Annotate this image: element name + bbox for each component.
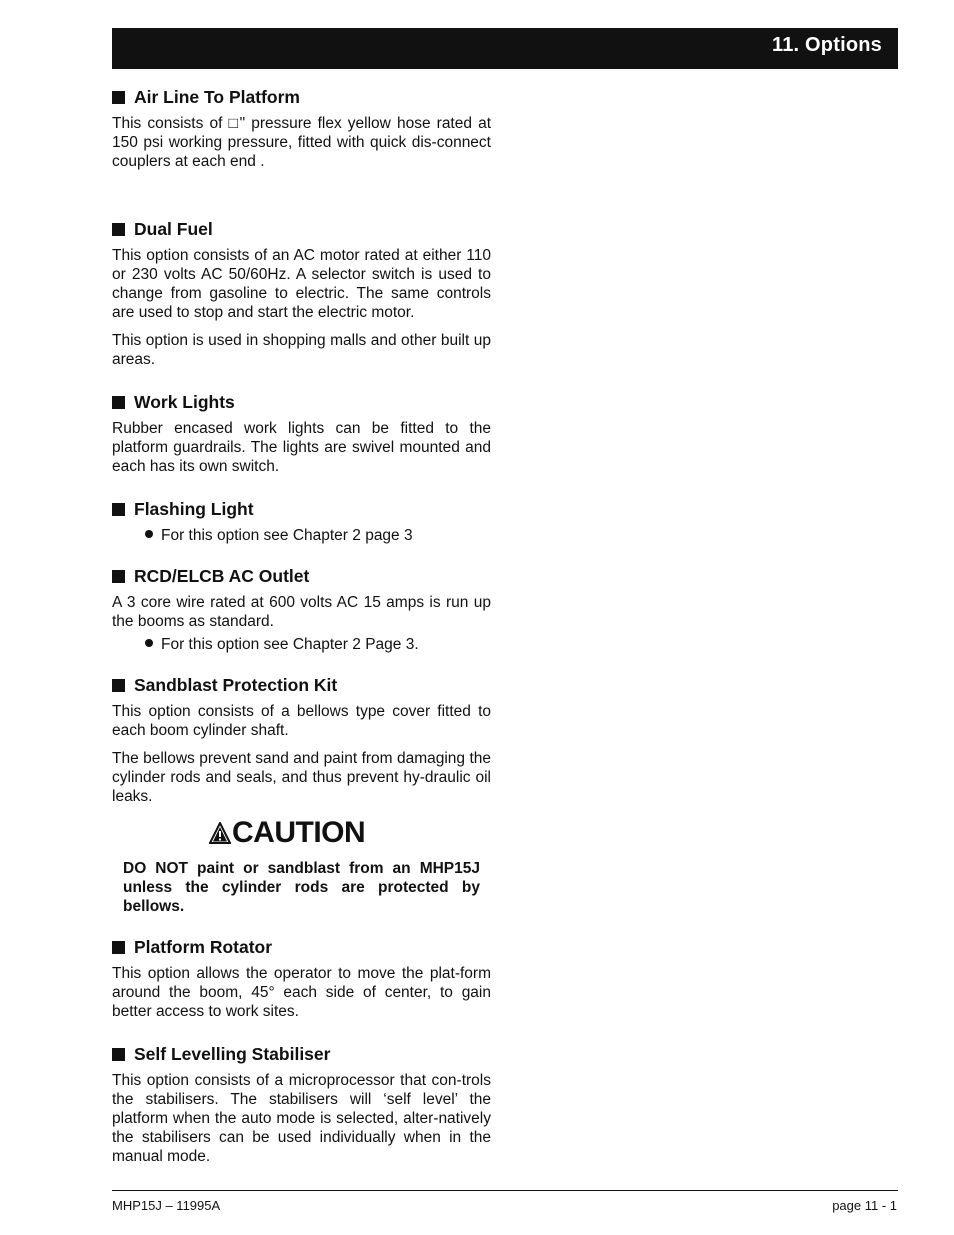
paragraph: This option is used in shopping malls and other built up areas. <box>112 332 491 368</box>
paragraph: This consists of □" pressure flex yellow hose rated at 150 psi working pressure, fitted with quick dis-connect couplers at each end . <box>112 115 491 170</box>
heading-text: Sandblast Protection Kit <box>134 675 338 695</box>
black-square-icon <box>112 503 125 516</box>
section-heading <box>112 86 491 108</box>
spacer <box>112 654 491 674</box>
section-heading <box>112 218 491 240</box>
bullet-item <box>145 526 491 545</box>
section-work-lights <box>112 391 491 476</box>
paragraph: This option consists of a microprocessor that con-trols the stabilisers. The stabilisers will ‘self level’ the platform when the auto mode is selected, alter-natively the stabilisers can be used individually when in the manual mode. <box>112 1072 491 1165</box>
section-dual-fuel <box>112 218 491 369</box>
paragraph: This option consists of a bellows type cover fitted to each boom cylinder shaft. <box>112 703 491 739</box>
black-square-icon <box>112 679 125 692</box>
heading-text: RCD/ELCB AC Outlet <box>134 566 310 586</box>
spacer <box>112 1030 491 1043</box>
spacer <box>112 485 491 498</box>
spacer <box>112 378 491 391</box>
filled-circle-icon <box>145 530 153 538</box>
paragraph: This option allows the operator to move the plat-form around the boom, 45° each side of center, to gain better access to work sites. <box>112 965 491 1020</box>
chapter-title: 11. Options <box>771 34 882 56</box>
section-sandblast <box>112 674 491 806</box>
spacer <box>112 180 491 218</box>
caution-text: DO NOT paint or sandblast from an MHP15J unless the cylinder rods are protected by bellows. <box>123 860 480 915</box>
paragraph: This option consists of an AC motor rated at either 110 or 230 volts AC 50/60Hz. A selector switch is used to change from gasoline to electric. The same controls are used to stop and start the electric motor. <box>112 247 491 321</box>
black-square-icon <box>112 91 125 104</box>
caution-box <box>112 815 491 916</box>
footer-doc-id: MHP15J – 11995A <box>112 1198 221 1213</box>
heading-text: Self Levelling Stabiliser <box>134 1044 331 1064</box>
caution-word: CAUTION <box>232 816 366 849</box>
warning-triangle-icon <box>209 822 231 844</box>
black-square-icon <box>112 941 125 954</box>
caution-heading <box>209 815 491 851</box>
section-heading <box>112 391 491 413</box>
heading-text: Air Line To Platform <box>134 87 300 107</box>
chapter-header-bar <box>112 28 898 69</box>
section-heading <box>112 498 491 520</box>
bullet-item <box>145 635 491 654</box>
section-heading <box>112 565 491 587</box>
heading-text: Platform Rotator <box>134 937 273 957</box>
section-self-levelling <box>112 1043 491 1166</box>
section-air-line <box>112 86 491 171</box>
spacer <box>112 545 491 565</box>
section-platform-rotator <box>112 936 491 1021</box>
black-square-icon <box>112 570 125 583</box>
filled-circle-icon <box>145 639 153 647</box>
bullet-text: For this option see Chapter 2 page 3 <box>161 527 413 544</box>
section-heading <box>112 1043 491 1065</box>
section-rcd-outlet <box>112 565 491 654</box>
heading-text: Flashing Light <box>134 499 254 519</box>
black-square-icon <box>112 396 125 409</box>
section-heading <box>112 936 491 958</box>
black-square-icon <box>112 1048 125 1061</box>
spacer <box>112 916 491 936</box>
main-column <box>112 86 491 1175</box>
section-heading <box>112 674 491 696</box>
paragraph: Rubber encased work lights can be fitted to the platform guardrails. The lights are swivel mounted and each has its own switch. <box>112 420 491 475</box>
heading-text: Dual Fuel <box>134 219 213 239</box>
black-square-icon <box>112 223 125 236</box>
footer-page-number: page 11 - 1 <box>832 1198 897 1213</box>
paragraph: The bellows prevent sand and paint from damaging the cylinder rods and seals, and thus prevent hy-draulic oil leaks. <box>112 750 491 805</box>
footer-rule <box>112 1190 898 1191</box>
bullet-text: For this option see Chapter 2 Page 3. <box>161 636 419 653</box>
heading-text: Work Lights <box>134 392 235 412</box>
paragraph: A 3 core wire rated at 600 volts AC 15 amps is run up the booms as standard. <box>112 594 491 630</box>
section-flashing-light <box>112 498 491 545</box>
